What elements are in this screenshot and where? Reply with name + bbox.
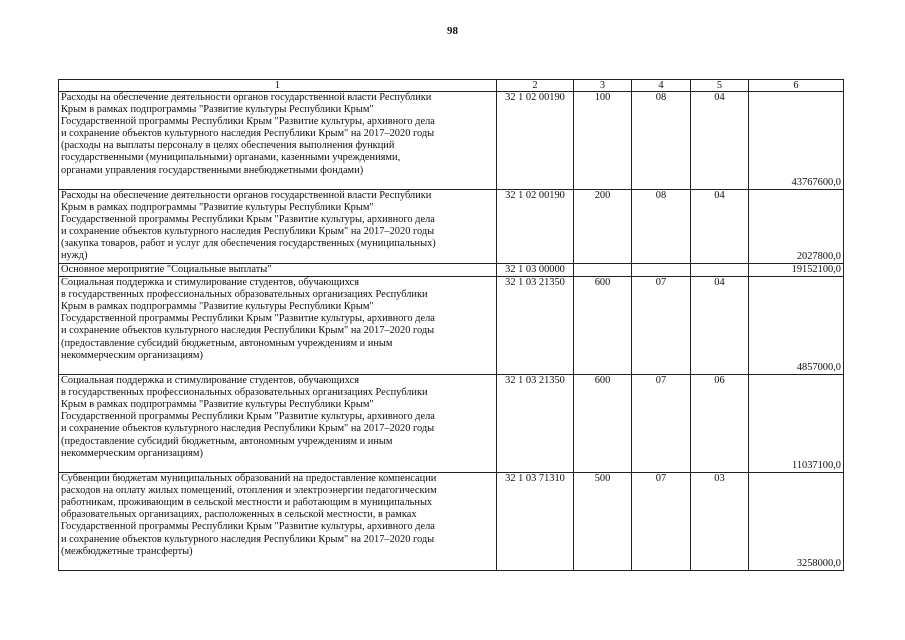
row-target-code: 32 1 03 21350 bbox=[497, 277, 574, 375]
row-expense-type: 200 bbox=[574, 190, 632, 264]
row-target-code: 32 1 03 71310 bbox=[497, 473, 574, 571]
row-description: Расходы на обеспечение деятельности органов государственной власти Республики Крым в рамках подпрограммы "Развитие культуры Республики Крым" Государственной программы Республики Крым "Развитие культуры, архивного дела и сохранение объектов культурного наследия Республики Крым" на 2017–2020 годы (расходы на выплаты персоналу в целях обеспечения выполнения функций государственными (муниципальными) органами, казенными учреждениями, органами управления государственными внебюджетными фондами) bbox=[59, 92, 497, 190]
row-expense-type: 600 bbox=[574, 277, 632, 375]
row-target-code: 32 1 03 21350 bbox=[497, 375, 574, 473]
row-amount: 43767600,0 bbox=[749, 92, 844, 190]
row-amount: 3258000,0 bbox=[749, 473, 844, 571]
row-description: Социальная поддержка и стимулирование студентов, обучающихся в государственных профессиональных образовательных организациях Республики Крым в рамках подпрограммы "Развитие культуры Республики Крым" Государственной программы Республики Крым "Развитие культуры, архивного дела и сохранение объектов культурного наследия Республики Крым" на 2017–2020 годы (предоставление субсидий бюджетным, автономным учреждениям и иным некоммерческим организациям) bbox=[59, 277, 497, 375]
row-subsection: 04 bbox=[691, 277, 749, 375]
row-expense-type: 100 bbox=[574, 92, 632, 190]
column-header-4: 4 bbox=[632, 80, 691, 92]
table-header-row bbox=[59, 80, 844, 92]
page-number: 98 bbox=[447, 25, 458, 37]
row-amount: 4857000,0 bbox=[749, 277, 844, 375]
table-row bbox=[59, 375, 844, 473]
column-header-2: 2 bbox=[497, 80, 574, 92]
table-row bbox=[59, 190, 844, 264]
row-section: 07 bbox=[632, 277, 691, 375]
row-subsection: 06 bbox=[691, 375, 749, 473]
row-amount: 11037100,0 bbox=[749, 375, 844, 473]
column-header-5: 5 bbox=[691, 80, 749, 92]
column-header-6: 6 bbox=[749, 80, 844, 92]
row-section: 07 bbox=[632, 375, 691, 473]
row-subsection: 04 bbox=[691, 92, 749, 190]
table-row bbox=[59, 473, 844, 571]
row-subsection: 04 bbox=[691, 190, 749, 264]
row-section: 07 bbox=[632, 473, 691, 571]
row-description: Расходы на обеспечение деятельности органов государственной власти Республики Крым в рамках подпрограммы "Развитие культуры Республики Крым" Государственной программы Республики Крым "Развитие культуры, архивного дела и сохранение объектов культурного наследия Республики Крым" на 2017–2020 годы (закупка товаров, работ и услуг для обеспечения государственных (муниципальных) нужд) bbox=[59, 190, 497, 264]
row-target-code: 32 1 02 00190 bbox=[497, 190, 574, 264]
row-amount: 19152100,0 bbox=[749, 264, 844, 277]
column-header-3: 3 bbox=[574, 80, 632, 92]
table-row bbox=[59, 277, 844, 375]
row-subsection: 03 bbox=[691, 473, 749, 571]
row-target-code: 32 1 03 00000 bbox=[497, 264, 574, 277]
table-row bbox=[59, 92, 844, 190]
row-target-code: 32 1 02 00190 bbox=[497, 92, 574, 190]
row-expense-type: 500 bbox=[574, 473, 632, 571]
row-expense-type: 600 bbox=[574, 375, 632, 473]
row-section: 08 bbox=[632, 190, 691, 264]
row-description: Социальная поддержка и стимулирование студентов, обучающихся в государственных профессиональных образовательных организациях Республики Крым в рамках подпрограммы "Развитие культуры Республики Крым" Государственной программы Республики Крым "Развитие культуры, архивного дела и сохранение объектов культурного наследия Республики Крым" на 2017–2020 годы (предоставление субсидий бюджетным, автономным учреждениям и иным некоммерческим организациям) bbox=[59, 375, 497, 473]
row-section bbox=[632, 264, 691, 277]
row-subsection bbox=[691, 264, 749, 277]
budget-table bbox=[58, 79, 844, 571]
row-section: 08 bbox=[632, 92, 691, 190]
row-amount: 2027800,0 bbox=[749, 190, 844, 264]
row-description: Субвенции бюджетам муниципальных образований на предоставление компенсации расходов на оплату жилых помещений, отопления и электроэнергии педагогическим работникам, проживающим в сельской местности и работающим в муниципальных образовательных организациях, расположенных в сельской местности, в рамках Государственной программы Республики Крым "Развитие культуры, архивного дела и сохранение объектов культурного наследия Республики Крым" на 2017–2020 годы (межбюджетные трансферты) bbox=[59, 473, 497, 571]
table-row bbox=[59, 264, 844, 277]
column-header-1: 1 bbox=[59, 80, 497, 92]
row-expense-type bbox=[574, 264, 632, 277]
row-description: Основное мероприятие "Социальные выплаты" bbox=[59, 264, 497, 277]
